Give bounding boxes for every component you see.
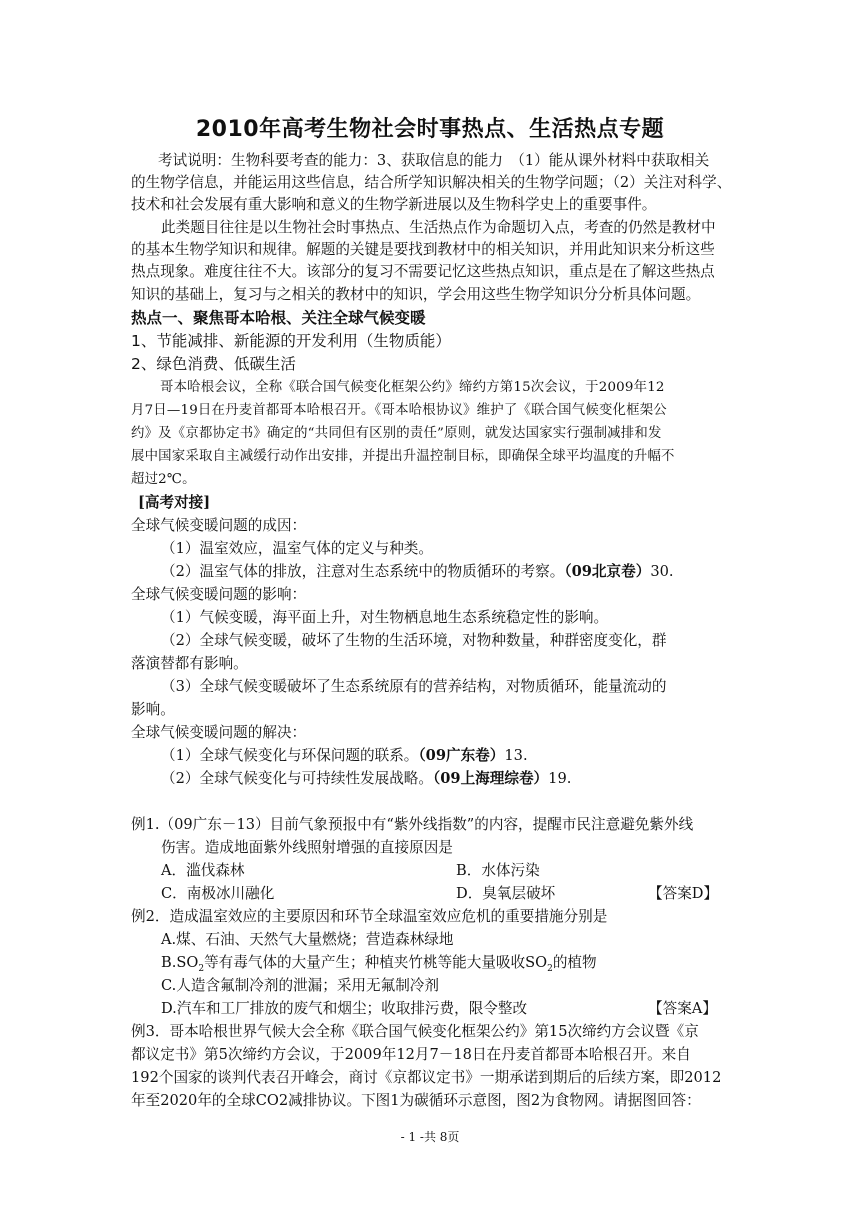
answer-label: 【答案D】 <box>648 885 719 902</box>
paragraph-line: 月7日—19日在丹麦首都哥本哈根召开。《哥本哈根协议》维护了《联合国气候变化框架公 <box>131 403 667 418</box>
question-number: 30. <box>650 563 674 580</box>
list-item-cont: 落演替都有影响。 <box>131 655 248 672</box>
option-text: 的植物 <box>552 954 597 971</box>
intro-line: 技术和社会发展有重大影响和意义的生物学新进展以及生物科学史上的重要事件。 <box>131 196 657 213</box>
section-heading: 热点一、聚焦哥本哈根、关注全球气候变暖 <box>131 309 426 327</box>
example-stem: 都议定书》第5次缔约方会议，于2009年12月7－18日在丹麦首都哥本哈根召开。来自 <box>131 1046 691 1063</box>
option-d: D.汽车和工厂排放的废气和烟尘；收取排污费，限令整改 <box>161 1000 528 1017</box>
list-item: （1）气候变暖，海平面上升，对生物栖息地生态系统稳定性的影响。 <box>161 609 609 626</box>
effect-heading: 全球气候变暖问题的影响： <box>131 586 307 603</box>
option-a: A.煤、石油、天然气大量燃烧；营造森林绿地 <box>161 931 454 948</box>
list-item <box>161 768 571 790</box>
question-number: 13. <box>504 747 528 764</box>
option-c: C．南极冰川融化 <box>161 885 275 902</box>
answer-label: 【答案A】 <box>648 1000 717 1017</box>
example-stem: 例1.（09广东－13）目前气象预报中有“紫外线指数”的内容，提醒市民注意避免紫外线 <box>131 816 694 833</box>
question-number: 19. <box>548 770 572 787</box>
source-tag: （09上海理综卷） <box>432 770 549 787</box>
example-stem: 例3．哥本哈根世界气候大会全称《联合国气候变化框架公约》第15次缔约方会议暨《京 <box>131 1023 699 1040</box>
list-item <box>161 561 674 583</box>
paragraph-line: 哥本哈根会议，全称《联合国气候变化框架公约》缔约方第15次会议，于2009年12 <box>160 380 665 395</box>
intro-line: 此类题目往往是以生物社会时事热点、生活热点作为命题切入点，考查的仍然是教材中 <box>161 219 716 236</box>
source-tag: （09广东卷） <box>418 747 505 764</box>
subscript: 2 <box>198 963 205 974</box>
list-item-text: （1）全球气候变化与环保问题的联系。 <box>161 747 419 764</box>
intro-line: 的生物学信息，并能运用这些信息，结合所学知识解决相关的生物学问题；（2）关注对科学、 <box>131 174 732 191</box>
source-tag: （09北京卷） <box>564 563 651 580</box>
cause-heading: 全球气候变暖问题的成因： <box>131 517 307 534</box>
list-item <box>161 745 528 767</box>
paragraph-line: 展中国家采取自主减缓行动作出安排，并提出升温控制目标，即确保全球平均温度的升幅不 <box>131 449 675 464</box>
option-c: C.人造含氟制冷剂的泄漏；采用无氟制冷剂 <box>161 977 439 994</box>
option-a: A．滥伐森林 <box>161 862 245 879</box>
intro-line: 的基本生物学知识和规律。解题的关键是要找到教材中的相关知识，并用此知识来分析这些 <box>131 241 715 258</box>
option-text: B.SO <box>161 954 199 971</box>
gaokao-link-tag: [高考对接] <box>138 494 211 511</box>
list-item-text: （2）全球气候变化与可持续性发展战略。 <box>161 770 433 787</box>
list-item: （3）全球气候变暖破坏了生态系统原有的营养结构，对物质循环，能量流动的 <box>161 678 667 695</box>
subheading: 1、节能减排、新能源的开发利用（生物质能） <box>131 332 451 350</box>
paragraph-line: 超过2℃。 <box>131 472 196 487</box>
option-text: 等有毒气体的大量产生；种植夹竹桃等能大量吸收SO <box>204 954 548 971</box>
solve-heading: 全球气候变暖问题的解决： <box>131 724 307 741</box>
list-item-text: （2）温室气体的排放，注意对生态系统中的物质循环的考察。 <box>161 563 565 580</box>
paragraph-line: 约》及《京都协定书》确定的“共同但有区别的责任”原则，就发达国家实行强制减排和发 <box>131 426 662 441</box>
example-stem: 伤害。造成地面紫外线照射增强的直接原因是 <box>161 839 453 856</box>
example-stem: 例2．造成温室效应的主要原因和环节全球温室效应危机的重要措施分别是 <box>131 908 608 925</box>
subscript: 2 <box>547 963 553 974</box>
list-item: （1）温室效应，温室气体的定义与种类。 <box>161 540 433 557</box>
page-title: 2010年高考生物社会时事热点、生活热点专题 <box>195 117 665 142</box>
intro-line: 知识的基础上，复习与之相关的教材中的知识，学会用这些生物学知识分分析具体问题。 <box>131 286 701 303</box>
option-d: D．臭氧层破坏 <box>456 885 556 902</box>
page-footer: - 1 -共 8页 <box>400 1130 460 1144</box>
example-stem: 年至2020年的全球CO2减排协议。下图1为碳循环示意图，图2为食物网。请据图回答： <box>131 1092 701 1109</box>
intro-line: 热点现象。难度往往不大。该部分的复习不需要记忆这些热点知识，重点是在了解这些热点 <box>131 263 715 280</box>
intro-line: 考试说明：生物科要考查的能力：3、获取信息的能力 （1）能从课外材料中获取相关 <box>158 152 710 169</box>
option-b: B．水体污染 <box>456 862 540 879</box>
list-item-cont: 影响。 <box>131 701 175 718</box>
example-stem: 192个国家的谈判代表召开峰会，商讨《京都议定书》一期承诺到期后的后续方案，即2012 <box>131 1069 722 1086</box>
subheading: 2、绿色消费、低碳生活 <box>131 355 296 373</box>
list-item: （2）全球气候变暖，破坏了生物的生活环境，对物种数量，种群密度变化，群 <box>161 632 667 649</box>
